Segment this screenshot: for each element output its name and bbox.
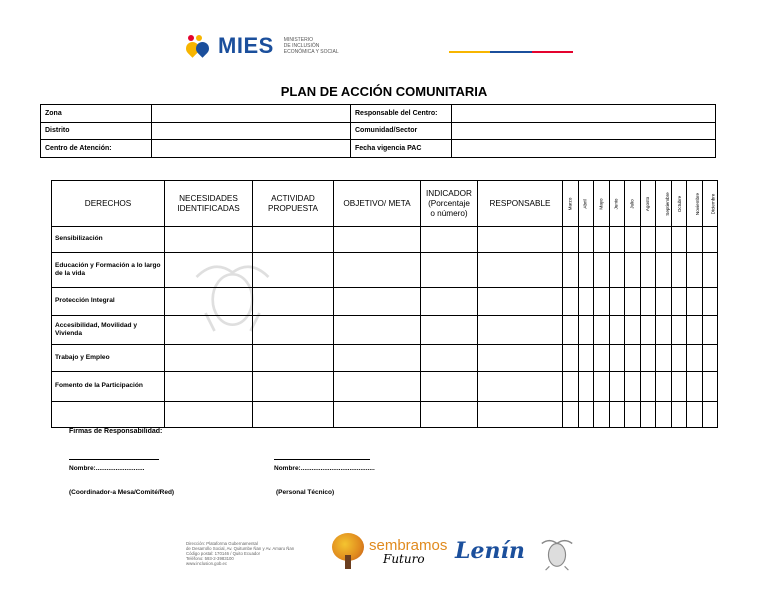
logo-subtitle: MINISTERIO DE INCLUSIÓN ECONÓMICA Y SOCIAL (283, 37, 339, 55)
signature-role-right: (Personal Técnico) (276, 489, 335, 496)
table-cell[interactable] (594, 253, 610, 288)
table-cell[interactable] (334, 402, 421, 428)
table-cell[interactable] (656, 288, 672, 316)
centro-atencion-label: Centro de Atención: (41, 140, 152, 158)
table-cell[interactable] (656, 402, 672, 428)
header-indicador: INDICADOR (Porcentaje o número) (421, 181, 478, 227)
table-cell[interactable] (702, 316, 718, 345)
table-cell[interactable] (625, 288, 641, 316)
table-cell[interactable] (594, 288, 610, 316)
mies-logo (186, 33, 339, 59)
table-cell[interactable] (334, 345, 421, 372)
table-cell[interactable] (625, 372, 641, 402)
signature-line-right (274, 459, 370, 460)
table-cell[interactable] (165, 372, 253, 402)
table-cell[interactable] (478, 372, 563, 402)
derecho-label: Sensibilización (52, 227, 165, 253)
table-cell[interactable] (421, 402, 478, 428)
table-cell[interactable] (671, 253, 687, 288)
responsable-centro-field[interactable] (452, 105, 716, 123)
table-cell[interactable] (578, 372, 594, 402)
table-cell[interactable] (421, 372, 478, 402)
table-cell[interactable] (594, 402, 610, 428)
signatures-title: Firmas de Responsabilidad: (69, 428, 163, 435)
table-cell[interactable] (478, 316, 563, 345)
info-table (40, 104, 716, 158)
futuro-text: Futuro (383, 551, 425, 566)
table-cell[interactable] (687, 288, 703, 316)
table-row (52, 345, 718, 372)
tree-icon (330, 533, 366, 569)
table-cell[interactable] (421, 345, 478, 372)
table-cell[interactable] (594, 227, 610, 253)
table-cell[interactable] (421, 288, 478, 316)
table-cell[interactable] (334, 316, 421, 345)
table-cell[interactable] (334, 288, 421, 316)
table-cell[interactable] (563, 372, 579, 402)
mies-logo-icon (186, 35, 214, 57)
table-cell[interactable] (165, 316, 253, 345)
table-cell[interactable] (609, 227, 625, 253)
table-cell[interactable] (594, 372, 610, 402)
header-month-julio: Julio (625, 181, 641, 227)
table-cell[interactable] (702, 227, 718, 253)
action-plan-table (51, 180, 718, 428)
table-cell[interactable] (702, 253, 718, 288)
table-cell[interactable] (594, 345, 610, 372)
table-row (52, 288, 718, 316)
distrito-field[interactable] (152, 122, 351, 140)
table-cell[interactable] (671, 288, 687, 316)
tricolor-bar (449, 51, 573, 53)
table-cell[interactable] (625, 345, 641, 372)
table-cell[interactable] (578, 253, 594, 288)
table-cell[interactable] (478, 288, 563, 316)
comunidad-field[interactable] (452, 122, 716, 140)
table-cell[interactable] (702, 345, 718, 372)
table-cell[interactable] (563, 288, 579, 316)
table-cell[interactable] (478, 253, 563, 288)
table-cell[interactable] (421, 227, 478, 253)
table-cell[interactable] (478, 402, 563, 428)
table-cell[interactable] (609, 253, 625, 288)
derecho-label: Protección Integral (52, 288, 165, 316)
table-cell[interactable] (253, 345, 334, 372)
header-month-abril: Abril (578, 181, 594, 227)
table-cell[interactable] (687, 402, 703, 428)
table-cell[interactable] (687, 253, 703, 288)
distrito-label: Distrito (41, 122, 152, 140)
table-cell[interactable] (640, 227, 656, 253)
table-cell[interactable] (578, 402, 594, 428)
logo-text: MIES (218, 33, 274, 58)
table-cell[interactable] (563, 253, 579, 288)
signature-role-left: (Coordinador-a Mesa/Comité/Red) (69, 489, 175, 496)
table-cell[interactable] (609, 316, 625, 345)
table-cell[interactable] (334, 227, 421, 253)
header-objetivo: OBJETIVO/ META (334, 181, 421, 227)
table-cell[interactable] (253, 253, 334, 288)
table-cell[interactable] (625, 253, 641, 288)
header-month-octubre: Octubre (671, 181, 687, 227)
table-cell[interactable] (687, 345, 703, 372)
header-derechos: DERECHOS (52, 181, 165, 227)
table-cell[interactable] (253, 372, 334, 402)
table-cell[interactable] (578, 288, 594, 316)
table-cell[interactable] (640, 402, 656, 428)
zona-label: Zona (41, 105, 152, 123)
header-necesidades: NECESIDADES IDENTIFICADAS (165, 181, 253, 227)
table-cell[interactable] (656, 345, 672, 372)
sembramos-futuro-logo (330, 533, 447, 569)
table-cell[interactable] (702, 402, 718, 428)
table-cell[interactable] (334, 372, 421, 402)
table-cell[interactable] (563, 402, 579, 428)
signature-line-left (69, 459, 159, 460)
table-cell[interactable] (334, 253, 421, 288)
table-cell[interactable] (253, 227, 334, 253)
table-cell[interactable] (640, 345, 656, 372)
header-month-noviembre: Noviembre (687, 181, 703, 227)
table-header-row (52, 181, 718, 227)
table-cell[interactable] (625, 316, 641, 345)
table-cell[interactable] (478, 227, 563, 253)
signature-name-left: Nombre:........................... (69, 465, 145, 472)
lenin-signature-logo: Lenín (455, 538, 525, 564)
table-cell[interactable] (687, 372, 703, 402)
table-cell[interactable] (253, 402, 334, 428)
table-cell[interactable] (640, 372, 656, 402)
derecho-label: Educación y Formación a lo largo de la vida (52, 253, 165, 288)
table-cell[interactable] (671, 402, 687, 428)
table-cell[interactable] (609, 345, 625, 372)
derecho-label: Fomento de la Participación (52, 372, 165, 402)
derecho-label: Trabajo y Empleo (52, 345, 165, 372)
table-cell[interactable] (702, 372, 718, 402)
table-cell[interactable] (578, 345, 594, 372)
table-cell[interactable] (687, 316, 703, 345)
table-cell[interactable] (594, 316, 610, 345)
footer-address: Dirección: Plataforma Gubernamental de Desarrollo Social, Av. Quitumbe Ñan y Av. Amaru Ñan Código postal: 170146 / Quito Ecuador Teléfono: 593-2-3983100 www.inclusion.gob.ec (186, 541, 295, 566)
table-cell[interactable] (640, 288, 656, 316)
table-cell[interactable] (656, 253, 672, 288)
table-cell[interactable] (702, 288, 718, 316)
table-row (52, 227, 718, 253)
table-cell[interactable] (165, 402, 253, 428)
header-responsable: RESPONSABLE (478, 181, 563, 227)
table-cell[interactable] (253, 288, 334, 316)
responsable-centro-label: Responsable del Centro: (351, 105, 452, 123)
table-cell[interactable] (165, 253, 253, 288)
table-cell[interactable] (671, 227, 687, 253)
table-cell[interactable] (421, 253, 478, 288)
table-cell[interactable] (165, 288, 253, 316)
signature-name-right: Nombre:......................................... (274, 465, 375, 472)
table-cell[interactable] (656, 372, 672, 402)
fecha-vigencia-label: Fecha vigencia PAC (351, 140, 452, 158)
table-cell[interactable] (640, 316, 656, 345)
table-cell[interactable] (671, 316, 687, 345)
table-cell[interactable] (165, 227, 253, 253)
table-cell[interactable] (671, 345, 687, 372)
table-cell[interactable] (563, 345, 579, 372)
table-cell[interactable] (478, 345, 563, 372)
ecuador-coat-of-arms-icon (538, 534, 576, 572)
table-row (52, 402, 718, 428)
table-row (52, 316, 718, 345)
comunidad-label: Comunidad/Sector (351, 122, 452, 140)
table-cell[interactable] (671, 372, 687, 402)
table-cell[interactable] (421, 316, 478, 345)
table-cell[interactable] (609, 288, 625, 316)
table-cell[interactable] (656, 227, 672, 253)
table-cell[interactable] (563, 316, 579, 345)
table-cell[interactable] (563, 227, 579, 253)
header-month-septiembre: Septiembre (656, 181, 672, 227)
header-month-agosto: Agosto (640, 181, 656, 227)
table-row (52, 253, 718, 288)
fecha-vigencia-field[interactable] (452, 140, 716, 158)
header-month-mayo: Mayo (594, 181, 610, 227)
table-row (52, 372, 718, 402)
table-cell[interactable] (656, 316, 672, 345)
page-title: PLAN DE ACCIÓN COMUNITARIA (280, 84, 488, 99)
header-month-diciembre: Diciembre (702, 181, 718, 227)
sembramos-text: sembramos (369, 536, 448, 554)
header-actividad: ACTIVIDAD PROPUESTA (253, 181, 334, 227)
table-cell[interactable] (253, 316, 334, 345)
table-cell[interactable] (165, 345, 253, 372)
header-month-marzo: Marzo (563, 181, 579, 227)
table-cell[interactable] (625, 402, 641, 428)
table-cell[interactable] (609, 402, 625, 428)
derecho-label (52, 402, 165, 428)
table-cell[interactable] (687, 227, 703, 253)
table-cell[interactable] (640, 253, 656, 288)
table-cell[interactable] (609, 372, 625, 402)
table-cell[interactable] (578, 227, 594, 253)
table-cell[interactable] (578, 316, 594, 345)
derecho-label: Accesibilidad, Movilidad y Vivienda (52, 316, 165, 345)
centro-atencion-field[interactable] (152, 140, 351, 158)
zona-field[interactable] (152, 105, 351, 123)
header-month-junio: Junio (609, 181, 625, 227)
table-cell[interactable] (625, 227, 641, 253)
